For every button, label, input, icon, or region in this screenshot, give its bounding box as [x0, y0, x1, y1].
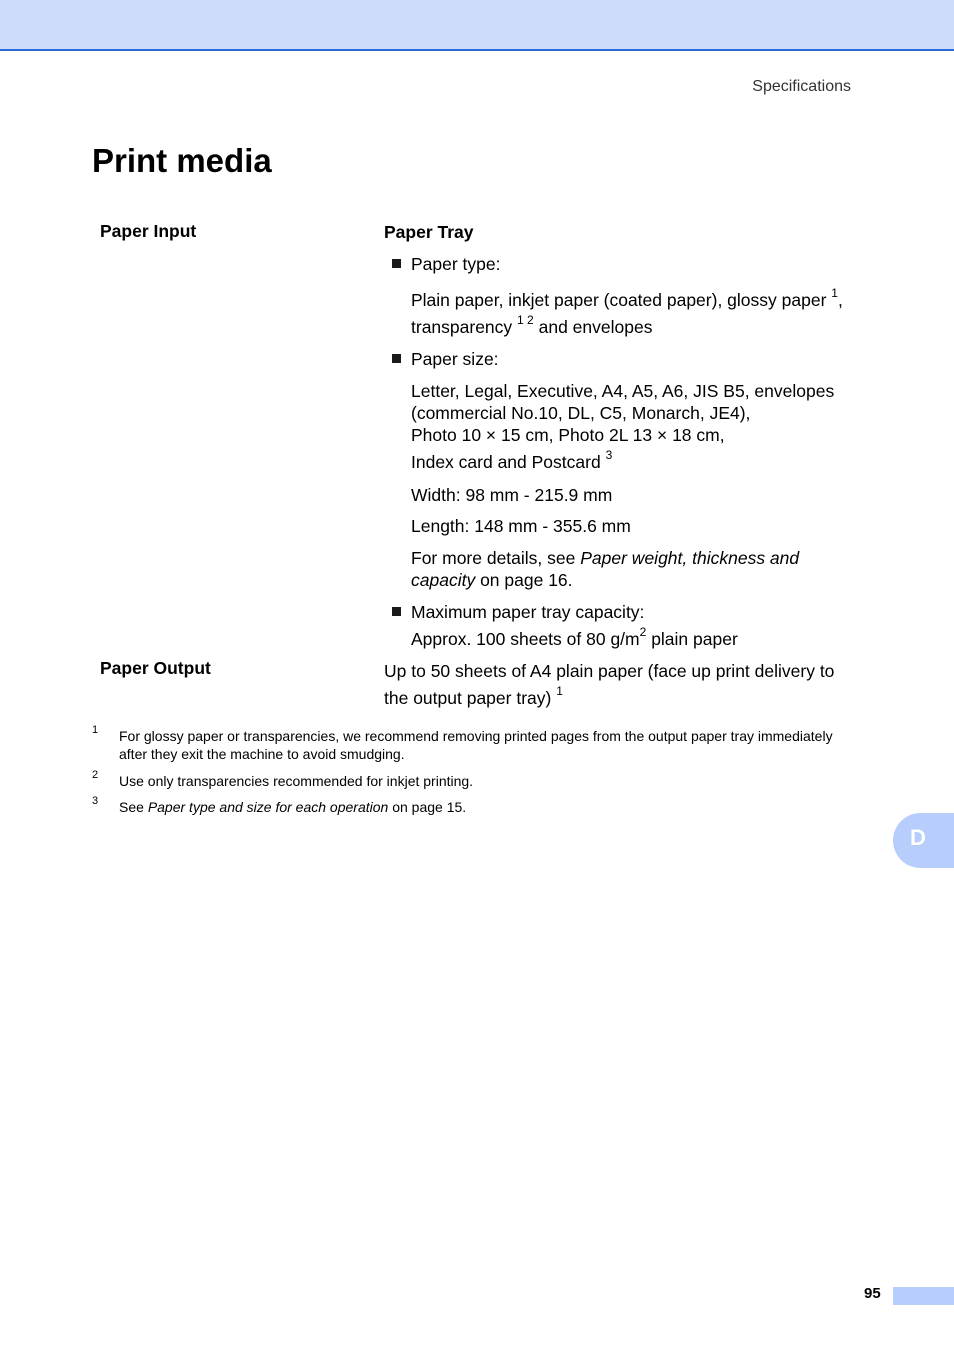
length-range: Length: 148 mm - 355.6 mm: [411, 516, 631, 536]
details-line2: capacity on page 16.: [411, 570, 573, 590]
paper-size-line2: (commercial No.10, DL, C5, Monarch, JE4),: [411, 403, 751, 423]
footnote-number: 2: [92, 769, 99, 781]
footnote-1: For glossy paper or transparencies, we recommend removing printed pages from the output paper tray immediately after they exit the machine to avoid smudging.: [119, 728, 833, 762]
paper-size-line4: Index card and Postcard $^3$: [411, 448, 613, 472]
paper-size-line3: Photo 10 × 15 cm, Photo 2L 13 × 18 cm,: [411, 425, 725, 445]
details-link-cont[interactable]: capacity: [411, 570, 476, 590]
capacity-value: Approx. 100 sheets of 80 $g/m^2$ plain paper: [411, 625, 738, 649]
paper-output-value: Up to 50 sheets of A4 plain paper (face up print delivery to the output paper tray) $^1$: [384, 661, 835, 708]
paper-type-line1: Plain paper, inkjet paper (coated paper), glossy paper $^1$,: [411, 286, 843, 310]
details-link[interactable]: Paper weight, thickness and: [580, 548, 800, 568]
paper-size-label: Paper size:: [411, 349, 499, 369]
bullet-icon: [392, 354, 401, 363]
paper-output-label: Paper Output: [100, 658, 211, 678]
paper-tray-heading: Paper Tray: [384, 222, 474, 242]
paper-type-label: Paper type:: [411, 254, 501, 274]
page-number: 95: [864, 1285, 881, 1302]
page-number-bar: [893, 1287, 954, 1305]
footnote-2: Use only transparencies recommended for inkjet printing.: [119, 773, 474, 789]
bullet-icon: [392, 607, 401, 616]
bullet-icon: [392, 259, 401, 268]
details-line1: For more details, see Paper weight, thickness and: [411, 548, 800, 568]
paper-size-line1: Letter, Legal, Executive, A4, A5, A6, JIS B5, envelopes: [411, 381, 835, 401]
footnote-number: 1: [92, 724, 99, 736]
footnote-3: See Paper type and size for each operation on page 15.: [119, 799, 467, 815]
width-range: Width: 98 mm - 215.9 mm: [411, 485, 613, 505]
paper-input-label: Paper Input: [100, 221, 197, 241]
capacity-label: Maximum paper tray capacity:: [411, 602, 645, 622]
header-band: [0, 0, 954, 51]
section-label: Specifications: [752, 78, 851, 95]
footnote-link[interactable]: Paper type and size for each operation: [147, 799, 389, 815]
footnote-number: 3: [92, 795, 99, 807]
paper-type-line2: transparency $^{1 2}$ and envelopes: [411, 313, 653, 337]
page-title: Print media: [92, 142, 272, 179]
chapter-tab: D: [893, 813, 954, 868]
